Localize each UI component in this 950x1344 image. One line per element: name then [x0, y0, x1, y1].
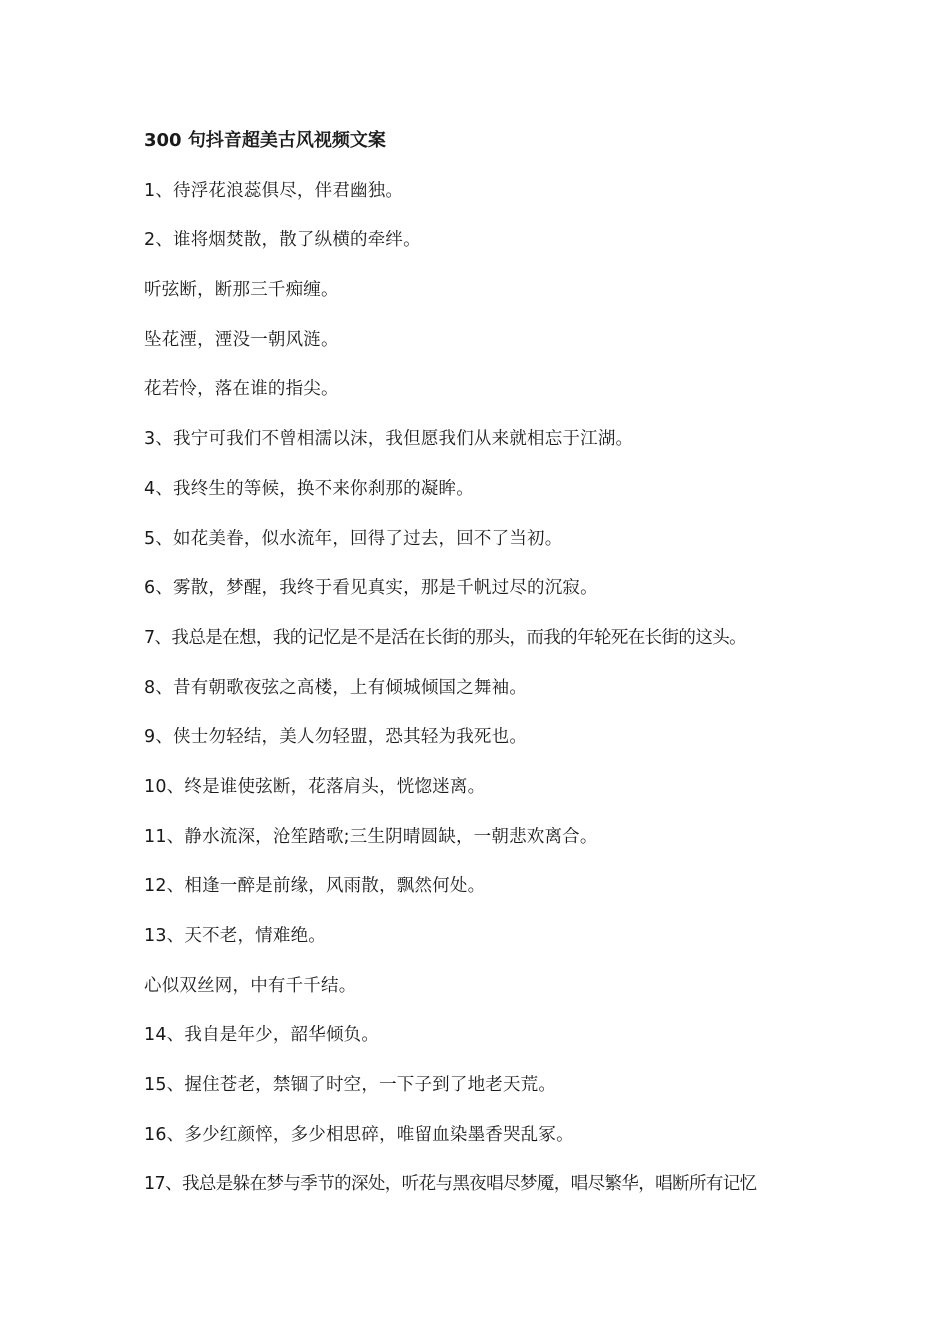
quote-line-5: 5、如花美眷，似水流年，回得了过去，回不了当初。: [144, 528, 563, 549]
quote-line-15: 15、握住苍老，禁锢了时空，一下子到了地老天荒。: [144, 1075, 557, 1096]
quote-list: [144, 177, 824, 1199]
quote-line-8: 8、昔有朝歌夜弦之高楼，上有倾城倾国之舞袖。: [144, 677, 528, 698]
quote-line-17: 17、我总是躲在梦与季节的深处，听花与黑夜唱尽梦魇，唱尽繁华，唱断所有记忆: [144, 1174, 757, 1195]
quote-line-4: 4、我终生的等候，换不来你刹那的凝眸。: [144, 478, 474, 499]
quote-line-11: 11、静水流深，沧笙踏歌;三生阴晴圆缺，一朝悲欢离合。: [144, 826, 598, 847]
quote-line-2-cont-1: 听弦断，断那三千痴缠。: [144, 280, 339, 301]
quote-line-2-cont-2: 坠花湮，湮没一朝风涟。: [144, 329, 339, 350]
document-title: 300 句抖音超美古风视频文案: [144, 130, 386, 151]
quote-line-1: 1、待浮花浪蕊俱尽，伴君幽独。: [144, 180, 404, 201]
quote-line-13: 13、天不老，情难绝。: [144, 926, 326, 946]
quote-line-2-cont-3: 花若怜，落在谁的指尖。: [144, 379, 339, 400]
quote-line-10: 10、终是谁使弦断，花落肩头，恍惚迷离。: [144, 776, 486, 797]
document-body: [144, 127, 824, 1220]
quote-line-7: 7、我总是在想，我的记忆是不是活在长街的那头，而我的年轮死在长街的这头。: [144, 627, 747, 648]
quote-line-12: 12、相逢一醉是前缘，风雨散，飘然何处。: [144, 876, 486, 897]
quote-line-3: 3、我宁可我们不曾相濡以沫，我但愿我们从来就相忘于江湖。: [144, 429, 634, 450]
quote-line-2: 2、谁将烟焚散，散了纵横的牵绊。: [144, 230, 421, 251]
quote-line-16: 16、多少红颜悴，多少相思碎，唯留血染墨香哭乱冢。: [144, 1124, 574, 1145]
quote-line-13-cont-1: 心似双丝网，中有千千结。: [144, 975, 357, 996]
quote-line-14: 14、我自是年少，韶华倾负。: [144, 1025, 380, 1046]
quote-line-6: 6、雾散，梦醒，我终于看见真实，那是千帆过尽的沉寂。: [144, 578, 598, 599]
quote-line-9: 9、侠士勿轻结，美人勿轻盟，恐其轻为我死也。: [144, 727, 528, 748]
